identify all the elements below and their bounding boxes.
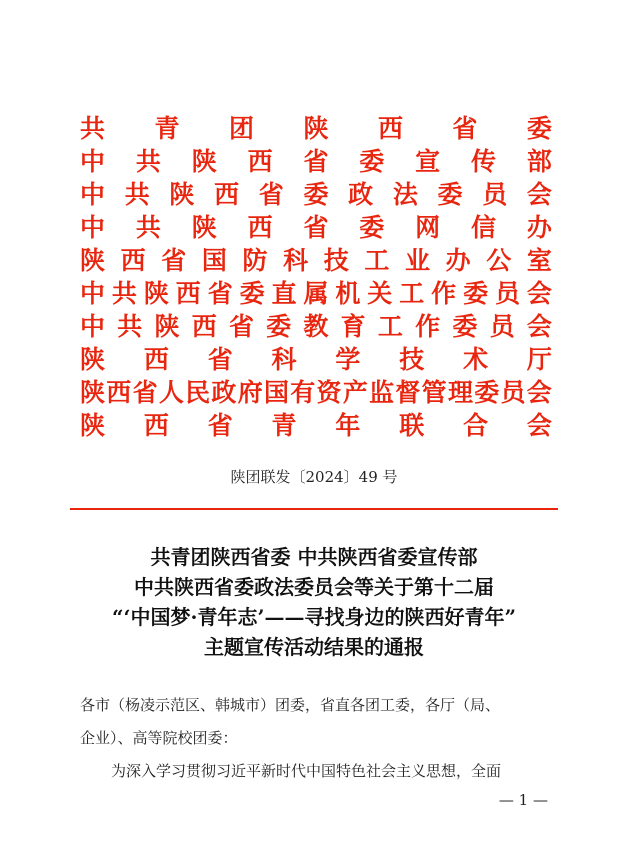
org-char: 信 xyxy=(471,213,497,242)
org-char: 资 xyxy=(316,378,342,407)
org-char: 会 xyxy=(526,411,552,440)
org-char: 陕 xyxy=(154,312,180,341)
org-char: 管 xyxy=(421,378,447,407)
org-char: 民 xyxy=(185,378,211,407)
org-char: 直 xyxy=(271,279,297,308)
org-char: 省 xyxy=(452,114,478,143)
org-char: 西 xyxy=(191,312,217,341)
org-char: 团 xyxy=(228,114,254,143)
org-char: 共 xyxy=(111,279,137,308)
org-char: 督 xyxy=(395,378,421,407)
org-name-5 xyxy=(80,245,552,277)
org-char: 委 xyxy=(266,312,292,341)
org-char: 西 xyxy=(175,279,201,308)
org-char: 省 xyxy=(207,279,233,308)
org-char: 年 xyxy=(335,411,361,440)
org-char: 员 xyxy=(489,312,515,341)
org-char: 省 xyxy=(207,345,233,374)
org-name-4 xyxy=(80,212,552,244)
org-char: 省 xyxy=(303,147,329,176)
org-char: 会 xyxy=(526,279,552,308)
org-name-7 xyxy=(80,311,552,343)
org-char: 青 xyxy=(271,411,297,440)
org-char: 理 xyxy=(447,378,473,407)
org-char: 传 xyxy=(471,147,497,176)
red-divider xyxy=(70,508,558,510)
recipients-line-1: 各市（杨凌示范区、韩城市）团委，省直各团工委，各厅（局、 xyxy=(80,696,501,714)
org-char: 省 xyxy=(258,180,284,209)
org-char: 陕 xyxy=(169,180,195,209)
org-name-9 xyxy=(80,377,552,409)
org-char: 有 xyxy=(290,378,316,407)
org-char: 陕 xyxy=(303,114,329,143)
page-number: — 1 — xyxy=(498,791,548,809)
org-char: 委 xyxy=(463,279,489,308)
org-char: 育 xyxy=(340,312,366,341)
org-char: 中 xyxy=(80,279,106,308)
org-char: 西 xyxy=(247,213,273,242)
org-char: 作 xyxy=(431,279,457,308)
org-char: 工 xyxy=(377,312,403,341)
org-char: 员 xyxy=(500,378,526,407)
org-name-8 xyxy=(80,344,552,376)
org-char: 属 xyxy=(303,279,329,308)
org-name-10 xyxy=(80,410,552,442)
org-char: 作 xyxy=(415,312,441,341)
org-char: 学 xyxy=(335,345,361,374)
recipients-line-2: 企业）、高等院校团委： xyxy=(80,729,238,747)
org-char: 陕 xyxy=(191,213,217,242)
org-char: 会 xyxy=(526,312,552,341)
org-char: 中 xyxy=(80,312,106,341)
org-char: 科 xyxy=(271,345,297,374)
org-char: 会 xyxy=(526,180,552,209)
org-char: 办 xyxy=(445,246,471,275)
document-number: 陕团联发〔2024〕49 号 xyxy=(230,468,398,486)
org-char: 部 xyxy=(526,147,552,176)
org-char: 共 xyxy=(80,114,106,143)
org-char: 陕 xyxy=(143,279,169,308)
org-char: 防 xyxy=(242,246,268,275)
org-char: 委 xyxy=(239,279,265,308)
org-char: 公 xyxy=(486,246,512,275)
org-char: 厅 xyxy=(526,345,552,374)
org-char: 西 xyxy=(143,345,169,374)
org-char: 陕 xyxy=(80,378,106,407)
org-char: 政 xyxy=(348,180,374,209)
org-char: 西 xyxy=(377,114,403,143)
paragraph-1-line-1: 为深入学习贯彻习近平新时代中国特色社会主义思想，全面 xyxy=(111,762,502,780)
org-char: 共 xyxy=(135,213,161,242)
org-char: 西 xyxy=(214,180,240,209)
org-char: 工 xyxy=(399,279,425,308)
title-line-4: 主题宣传活动结果的通报 xyxy=(204,635,424,659)
org-char: 省 xyxy=(161,246,187,275)
org-char: 中 xyxy=(80,147,106,176)
org-char: 员 xyxy=(482,180,508,209)
org-char: 技 xyxy=(323,246,349,275)
org-name-1 xyxy=(80,113,552,145)
org-char: 委 xyxy=(359,147,385,176)
org-char: 会 xyxy=(526,378,552,407)
org-char: 委 xyxy=(526,114,552,143)
org-name-2 xyxy=(80,146,552,178)
org-char: 术 xyxy=(463,345,489,374)
org-char: 技 xyxy=(399,345,425,374)
org-char: 机 xyxy=(335,279,361,308)
org-char: 联 xyxy=(399,411,425,440)
title-line-2: 中共陕西省委政法委员会等关于第十二届 xyxy=(134,575,494,599)
org-name-6 xyxy=(80,278,552,310)
org-char: 陕 xyxy=(80,246,106,275)
org-char: 中 xyxy=(80,180,106,209)
org-char: 共 xyxy=(135,147,161,176)
org-char: 国 xyxy=(201,246,227,275)
org-char: 工 xyxy=(364,246,390,275)
org-char: 关 xyxy=(367,279,393,308)
org-char: 员 xyxy=(494,279,520,308)
org-char: 西 xyxy=(120,246,146,275)
org-char: 国 xyxy=(263,378,289,407)
org-char: 产 xyxy=(342,378,368,407)
org-char: 法 xyxy=(392,180,418,209)
title-line-3: “‘中国梦·青年志’——寻找身边的陕西好青年” xyxy=(112,605,516,629)
org-char: 政 xyxy=(211,378,237,407)
org-char: 办 xyxy=(526,213,552,242)
org-char: 省 xyxy=(207,411,233,440)
org-char: 科 xyxy=(283,246,309,275)
org-char: 省 xyxy=(228,312,254,341)
org-char: 委 xyxy=(303,180,329,209)
org-char: 中 xyxy=(80,213,106,242)
org-char: 共 xyxy=(117,312,143,341)
org-char: 西 xyxy=(106,378,132,407)
org-char: 委 xyxy=(474,378,500,407)
org-char: 陕 xyxy=(80,411,106,440)
org-char: 人 xyxy=(158,378,184,407)
org-char: 西 xyxy=(143,411,169,440)
org-char: 府 xyxy=(237,378,263,407)
org-char: 省 xyxy=(132,378,158,407)
org-char: 委 xyxy=(452,312,478,341)
org-char: 省 xyxy=(303,213,329,242)
org-name-3 xyxy=(80,179,552,211)
org-char: 教 xyxy=(303,312,329,341)
org-char: 监 xyxy=(369,378,395,407)
org-char: 共 xyxy=(124,180,150,209)
org-char: 陕 xyxy=(80,345,106,374)
org-char: 青 xyxy=(154,114,180,143)
org-char: 陕 xyxy=(191,147,217,176)
org-char: 业 xyxy=(405,246,431,275)
org-char: 合 xyxy=(463,411,489,440)
org-char: 委 xyxy=(359,213,385,242)
org-char: 网 xyxy=(415,213,441,242)
org-char: 宣 xyxy=(415,147,441,176)
org-char: 西 xyxy=(247,147,273,176)
org-char: 委 xyxy=(437,180,463,209)
title-line-1: 共青团陕西省委 中共陕西省委宣传部 xyxy=(150,545,478,569)
org-char: 室 xyxy=(526,246,552,275)
